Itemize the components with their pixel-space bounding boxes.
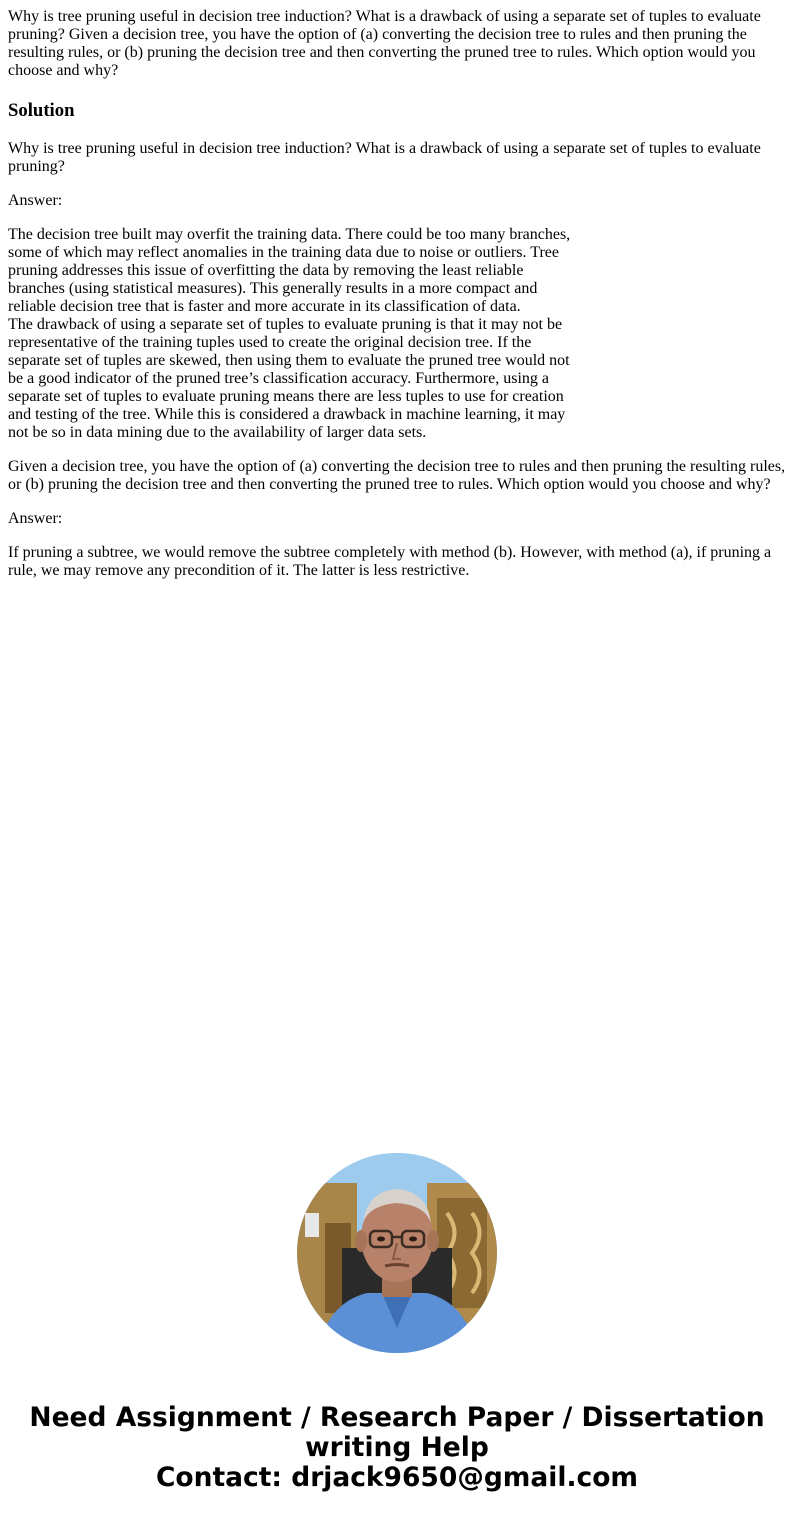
answer-label-1: Answer: (8, 192, 63, 209)
part1-answer: The decision tree built may overfit the training data. There could be too many branches, some of which may reflect anomalies in the training data due to noise or outliers. Tree pruning addresses this issue of overfitting the data by removing the least reliable branches (using statistical measures). This generally results in a more compact and reliable decision tree that is faster and more accurate in its classification of data. The drawback of using a separate set of tuples to evaluate pruning is that it may not be representative of the training tuples used to create the original decision tree. If the separate set of tuples are skewed, then using them to evaluate the pruned tree would not be a good indicator of the pruned tree’s classification accuracy. Furthermore, using a separate set of tuples to evaluate pruning means there are less tuples to use for creation and testing of the tree. While this is considered a drawback in machine learning, it may not be so in data mining due to the availability of larger data sets. (8, 226, 571, 441)
footer-line-2: writing Help (305, 1432, 489, 1463)
footer-contact: Contact: drjack9650@gmail.com (155, 1462, 639, 1493)
question-text: Why is tree pruning useful in decision tree induction? What is a drawback of using a separate set of tuples to evaluate pruning? Given a decision tree, you have the option of (a) converting the decision tree to rules and then pruning the resulting rules, or (b) pruning the decision tree and then converting the pruned tree to rules. Which option would you choose and why? (8, 8, 761, 79)
answer-label-2: Answer: (8, 510, 63, 527)
solution-heading: Solution (8, 100, 75, 121)
document-body (8, 8, 788, 596)
part1-question: Why is tree pruning useful in decision tree induction? What is a drawback of using a separate set of tuples to evaluate pruning? (8, 140, 761, 175)
part2-question: Given a decision tree, you have the option of (a) converting the decision tree to rules and then pruning the resulting rules, or (b) pruning the decision tree and then converting the pruned tree to rules. Which option would you choose and why? (8, 458, 786, 493)
footer-line-1: Need Assignment / Research Paper / Dissertation (29, 1402, 765, 1433)
part2-answer: If pruning a subtree, we would remove the subtree completely with method (b). However, with method (a), if pruning a rule, we may remove any precondition of it. The latter is less restrictive. (8, 544, 772, 579)
footer-banner (0, 1403, 794, 1493)
author-avatar (297, 1153, 497, 1353)
